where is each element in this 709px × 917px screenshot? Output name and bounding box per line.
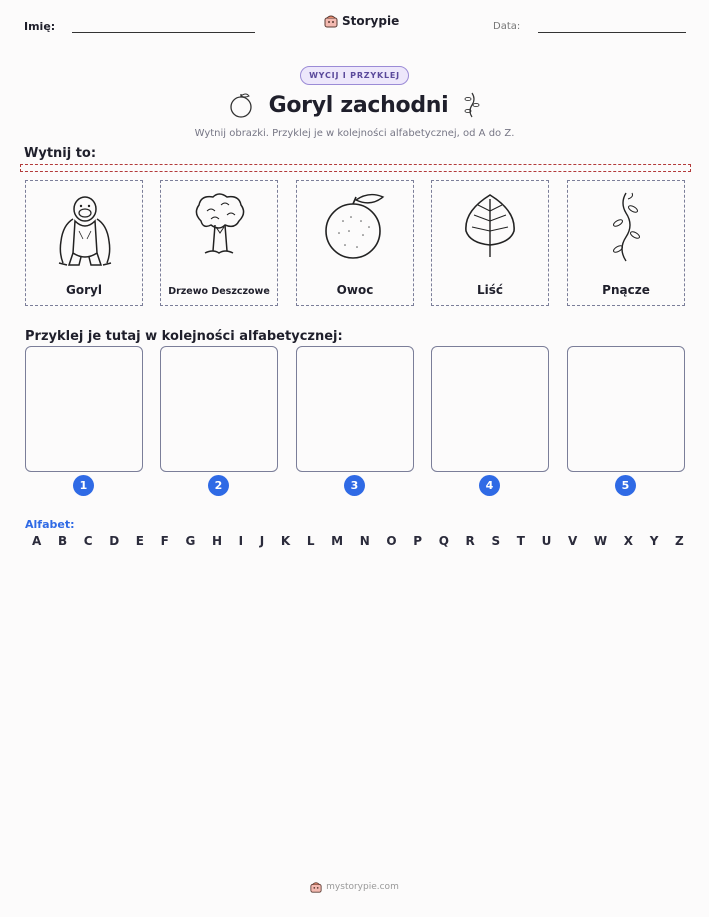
alphabet-letter: F (160, 534, 169, 548)
paste-box[interactable] (25, 346, 143, 472)
cut-line (20, 164, 691, 172)
card-label: Liść (476, 283, 503, 297)
alphabet-letter: K (280, 534, 291, 548)
card-gorilla[interactable] (25, 180, 143, 306)
card-label: Goryl (66, 283, 102, 297)
alphabet-letter: E (135, 534, 144, 548)
alphabet-letter: X (623, 534, 634, 548)
alphabet-letter: P (413, 534, 423, 548)
storypie-logo-icon (324, 14, 338, 28)
alphabet-letter: R (465, 534, 475, 548)
order-number: 4 (479, 475, 500, 496)
page-title: Goryl zachodni (268, 92, 449, 118)
brand-name: Storypie (342, 14, 400, 28)
alphabet-title: Alfabet: (25, 518, 75, 531)
activity-badge: WYCIJ I PRZYKLEJ (300, 66, 409, 85)
alphabet-letter: Y (649, 534, 659, 548)
alphabet-row (32, 534, 684, 548)
alphabet-letter: W (593, 534, 608, 548)
footer (310, 881, 399, 893)
alphabet-letter: O (386, 534, 397, 548)
card-vine[interactable] (567, 180, 685, 306)
card-leaf[interactable] (431, 180, 549, 306)
order-number: 3 (344, 475, 365, 496)
alphabet-letter: I (238, 534, 244, 548)
gorilla-icon (49, 191, 119, 271)
card-label: Owoc (336, 283, 374, 297)
alphabet-letter: M (331, 534, 344, 548)
tree-icon (189, 191, 249, 257)
order-number: 2 (208, 475, 229, 496)
footer-url[interactable]: mystorypie.com (326, 882, 399, 892)
name-line[interactable] (72, 32, 255, 33)
alphabet-letter: G (185, 534, 196, 548)
alphabet-letter: T (516, 534, 525, 548)
alphabet-letter: Q (438, 534, 449, 548)
name-label: Imię: (24, 20, 56, 33)
alphabet-letter: B (57, 534, 68, 548)
date-label: Data: (493, 21, 521, 32)
alphabet-letter: H (211, 534, 223, 548)
cut-section-title: Wytnij to: (24, 146, 97, 161)
alphabet-letter: C (83, 534, 93, 548)
instructions: Wytnij obrazki. Przyklej je w kolejności alfabetycznej, od A do Z. (194, 128, 515, 139)
card-tree[interactable] (160, 180, 278, 306)
alphabet-letter: N (359, 534, 370, 548)
alphabet-letter: L (306, 534, 315, 548)
vine-icon (462, 91, 482, 119)
alphabet-letter: S (491, 534, 501, 548)
order-number: 5 (615, 475, 636, 496)
card-fruit[interactable] (296, 180, 414, 306)
vine-icon (606, 191, 646, 263)
alphabet-letter: U (541, 534, 552, 548)
alphabet-letter: A (32, 534, 42, 548)
order-number: 1 (73, 475, 94, 496)
paste-box[interactable] (296, 346, 414, 472)
fruit-icon (227, 91, 255, 119)
card-label: Pnącze (602, 283, 650, 297)
alphabet-letter: Z (675, 534, 684, 548)
paste-box[interactable] (160, 346, 278, 472)
alphabet-letter: V (567, 534, 578, 548)
storypie-logo-icon (310, 881, 322, 893)
leaf-icon (460, 191, 520, 259)
date-line[interactable] (538, 32, 686, 33)
paste-box[interactable] (567, 346, 685, 472)
paste-section-title: Przyklej je tutaj w kolejności alfabetycznej: (25, 329, 343, 344)
alphabet-letter: J (259, 534, 265, 548)
paste-box[interactable] (431, 346, 549, 472)
alphabet-letter: D (109, 534, 120, 548)
fruit-icon (323, 191, 387, 261)
brand-logo (324, 14, 399, 28)
card-label: Drzewo Deszczowe (168, 286, 270, 297)
